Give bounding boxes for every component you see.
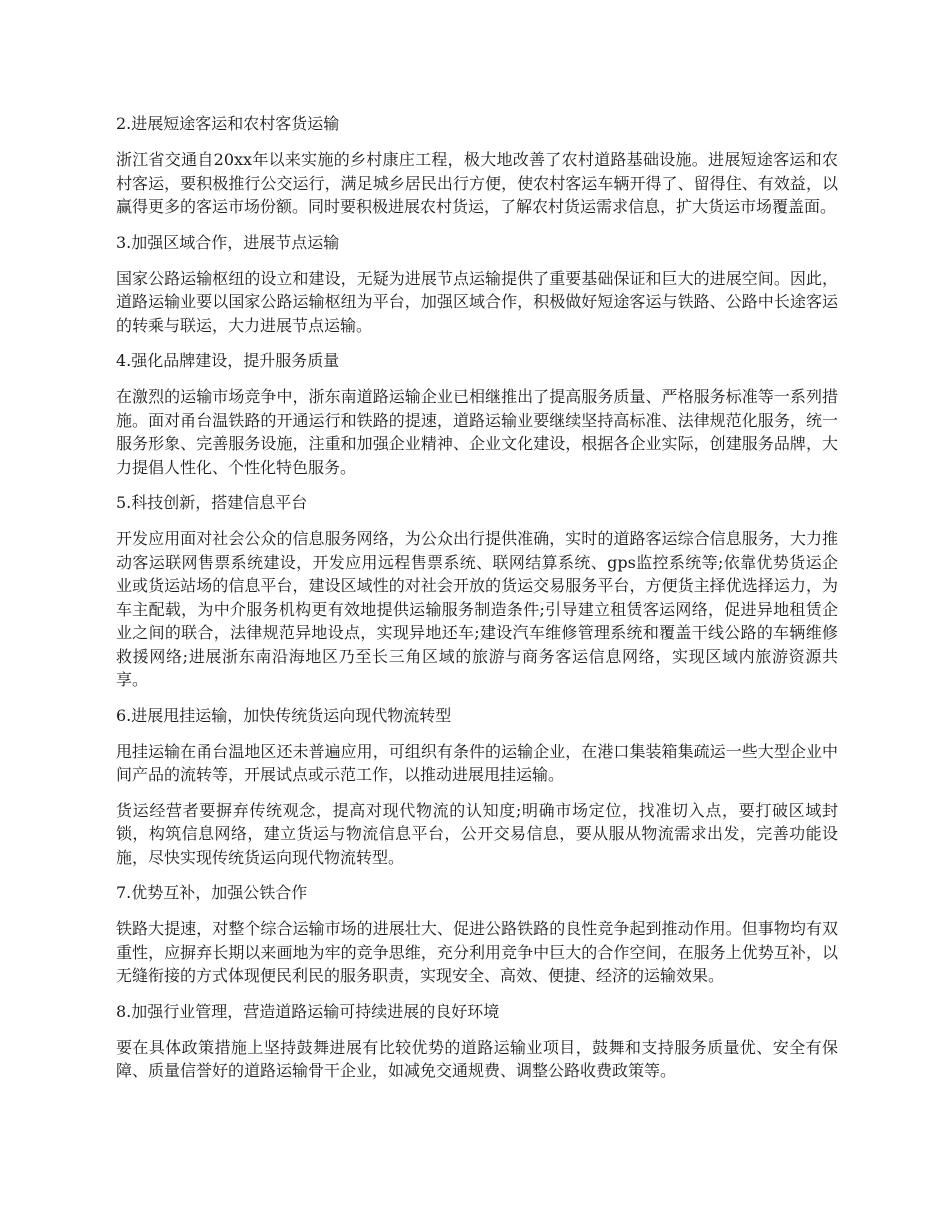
section-7-heading: 7.优势互补，加强公铁合作: [116, 883, 308, 902]
section-3-paragraph: 国家公路运输枢纽的设立和建设，无疑为进展节点运输提供了重要基础保证和巨大的进展空间。因此，道路运输业要以国家公路运输枢纽为平台，加强区域合作，积极做好短途客运与铁路、公路中长途客运的转乘与联运，大力进展节点运输。: [116, 268, 838, 335]
section-5-heading: 5.科技创新，搭建信息平台: [116, 493, 308, 512]
section-2-heading: 2.进展短途客运和农村客货运输: [116, 114, 340, 133]
section-6-paragraph-2: 货运经营者要摒弃传统观念，提高对现代物流的认知度;明确市场定位，找准切入点，要打破区域封锁，构筑信息网络，建立货运与物流信息平台，公开交易信息，要从服从物流需求出发，完善功能设施，尽快实现传统货运向现代物流转型。: [116, 800, 838, 867]
section-3-heading: 3.加强区域合作，进展节点运输: [116, 232, 340, 252]
section-6-heading: 6.进展甩挂运输，加快传统货运向现代物流转型: [116, 705, 452, 725]
section-4-paragraph: 在激烈的运输市场竞争中，浙东南道路运输企业已相继推出了提高服务质量、严格服务标准等一系列措施。面对甬台温铁路的开通运行和铁路的提速，道路运输业要继续坚持高标准、法律规范化服务，统一服务形象、完善服务设施，注重和加强企业精神、企业文化建设，根据各企业实际，创建服务品牌，大力提倡人性化、个性化特色服务。: [116, 387, 838, 477]
section-5-paragraph: 开发应用面对社会公众的信息服务网络，为公众出行提供准确，实时的道路客运综合信息服务，大力推动客运联网售票系统建设，开发应用远程售票系统、联网结算系统、gps监控系统等;依靠优势货运企业或货运站场的信息平台，建设区域性的对社会开放的货运交易服务平台，方便货主择优选择运力，为车主配载，为中介服务机构更有效地提供运输服务制造条件;引导建立租赁客运网络，促进异地租赁企业之间的联合，法律规范异地设点，实现异地还车;建设汽车维修管理系统和覆盖干线公路的车辆维修救援网络;进展浙东南沿海地区乃至长三角区域的旅游与商务客运信息网络，实现区域内旅游资源共享。: [116, 529, 838, 689]
section-7-paragraph: 铁路大提速，对整个综合运输市场的进展壮大、促进公路铁路的良性竞争起到推动作用。但事物均有双重性，应摒弃长期以来画地为牢的竞争思维，充分利用竞争中巨大的合作空间，在服务上优势互补，以无缝衔接的方式体现便民利民的服务职责，实现安全、高效、便捷、经济的运输效果。: [116, 919, 838, 985]
section-8-heading: 8.加强行业管理，营造道路运输可持续进展的良好环境: [116, 1001, 500, 1021]
section-6-paragraph-1: 甩挂运输在甬台温地区还未普遍应用，可组织有条件的运输企业，在港口集装箱集疏运一些大型企业中间产品的流转等，开展试点或示范工作，以推动进展甩挂运输。: [116, 741, 838, 784]
section-2-paragraph: 浙江省交通自20xx年以来实施的乡村康庄工程，极大地改善了农村道路基础设施。进展短途客运和农村客运，要积极推行公交运行，满足城乡居民出行方便，使农村客运车辆开得了、留得住、有效益，以赢得更多的客运市场份额。同时要积极进展农村货运，了解农村货运需求信息，扩大货运市场覆盖面。: [116, 150, 838, 216]
section-4-heading: 4.强化品牌建设，提升服务质量: [116, 351, 340, 370]
section-8-paragraph: 要在具体政策措施上坚持鼓舞进展有比较优势的道路运输业项目，鼓舞和支持服务质量优、安全有保障、质量信誉好的道路运输骨干企业，如减免交通规费、调整公路收费政策等。: [116, 1037, 838, 1080]
